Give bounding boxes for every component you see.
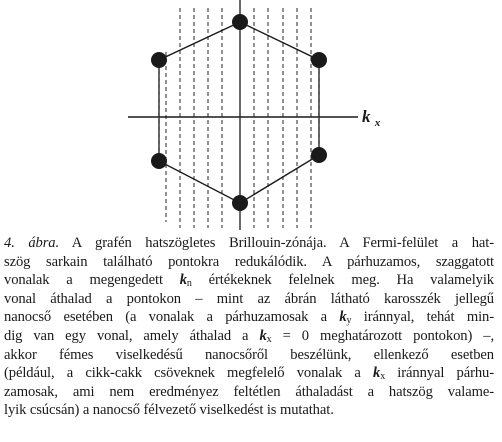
fermi-points xyxy=(151,14,327,211)
caption-line xyxy=(4,346,494,365)
caption-text: zamosak, ami nem eredményez feltétlen áthaladást a hatszög valame- xyxy=(4,383,494,400)
fermi-point xyxy=(232,195,248,211)
fermi-point xyxy=(311,52,327,68)
fermi-point xyxy=(232,14,248,30)
caption-line xyxy=(4,308,494,327)
caption-text: lyik csúcsán) a nanocső félvezető viselkedést is mutathat. xyxy=(4,402,334,419)
math-symbol: x xyxy=(266,333,272,345)
caption-text: akkor fémes viselkedésű nanocsőről beszélünk, ellenkező esetben xyxy=(4,346,494,363)
caption-line xyxy=(4,364,494,383)
caption-text: vonal áthalad a pontokon – mint az ábrán látható karosszék jellegű xyxy=(4,290,494,307)
caption-text: dig van egy vonal, amely áthalad a xyxy=(4,327,260,344)
fermi-point xyxy=(151,52,167,68)
caption-text: értékeknek felelnek meg. Ha valamelyik xyxy=(191,272,494,289)
caption-text: = 0 meghatározott pontokon) –, xyxy=(271,327,494,344)
kx-axis-label: k $_x$ xyxy=(362,107,381,129)
caption-line xyxy=(4,271,494,290)
fermi-point xyxy=(311,147,327,163)
caption-line xyxy=(4,290,494,309)
math-symbol: y xyxy=(346,315,352,327)
math-symbol: n xyxy=(186,278,192,290)
caption-text: iránnyal, tehát min- xyxy=(351,309,495,326)
fermi-point xyxy=(151,153,167,169)
math-symbol: k xyxy=(259,327,267,344)
caption-line xyxy=(4,383,494,402)
caption-line xyxy=(4,234,494,253)
caption-text: vonalak a megengedett xyxy=(4,272,180,289)
math-symbol: x xyxy=(380,371,386,383)
caption-text: szög sarkain található pontokra redukálódik. A párhuzamos, szaggatott xyxy=(4,253,494,270)
caption-line xyxy=(4,253,494,272)
math-symbol: k xyxy=(339,309,347,326)
math-symbol: k xyxy=(372,365,381,382)
hexagon-brillouin-zone xyxy=(159,22,319,203)
caption-text: nanocső esetében (a vonalak a párhuzamosak a xyxy=(4,309,340,326)
caption-text: iránnyal párhu- xyxy=(385,365,494,382)
allowed-kn-lines xyxy=(166,8,311,228)
caption-line xyxy=(4,327,494,346)
caption-line xyxy=(4,401,494,420)
caption-text: A grafén hatszögletes Brillouin-zónája. A Fermi-felület a hat- xyxy=(59,235,495,251)
caption-text: (például, a cikk-cakk csöveknek megfelelő vonalak a xyxy=(4,365,373,382)
math-symbol: k xyxy=(179,272,187,289)
figure-caption xyxy=(4,234,494,420)
figure-label: 4. ábra. xyxy=(4,235,60,251)
